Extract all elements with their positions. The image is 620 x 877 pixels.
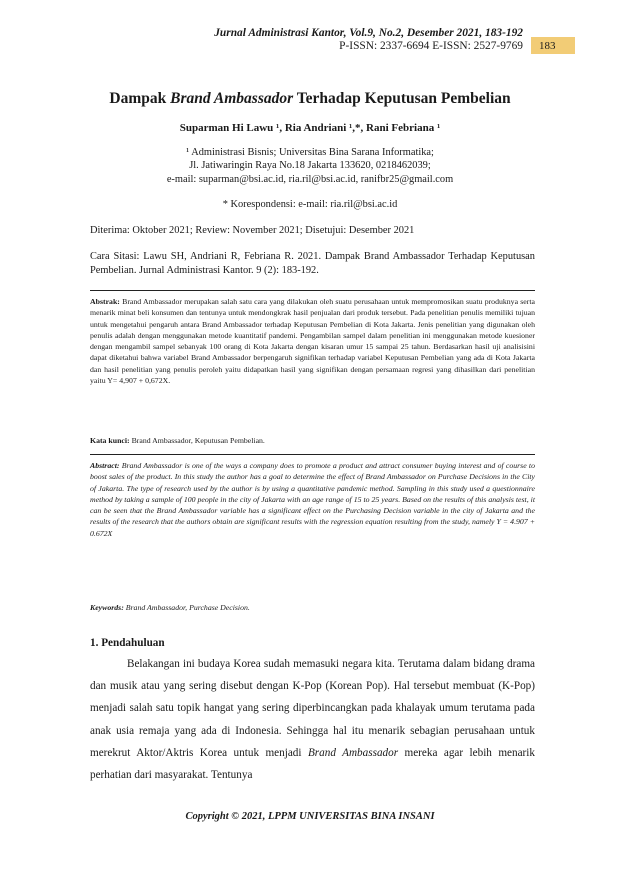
- citation-text: Cara Sitasi: Lawu SH, Andriani R, Febriana R. 2021. Dampak Brand Ambassador Terhadap Keputusan Pembelian. Jurnal Administrasi Kantor. 9 (2): 183-192.: [90, 251, 535, 276]
- paragraph-text: mereka agar lebih menarik perhatian dari masyarakat. Tentunya: [90, 746, 535, 782]
- abstract-en-label: Abstract:: [90, 461, 120, 470]
- abstract-en: [90, 460, 535, 539]
- journal-header: Jurnal Administrasi Kantor, Vol.9, No.2, Desember 2021, 183-192: [214, 27, 523, 39]
- body-paragraph: [90, 653, 535, 786]
- title-part: Terhadap Keputusan Pembelian: [293, 90, 511, 107]
- correspondence-line: * Korespondensi: e-mail: ria.ril@bsi.ac.id: [222, 199, 398, 210]
- title-part: Dampak: [109, 90, 171, 107]
- paragraph-text: Belakangan ini budaya Korea sudah memasuki negara kita. Terutama dalam bidang drama dan musik atau yang sering disebut dengan K-Pop (Korean Pop). Hal tersebut membuat (K-Pop) menjadi salah satu topik hangat yang sering diperbincangkan pada khalayak umum terutama pada anak usia remaja yang ada di Indonesia. Sehingga hal itu menarik sebagian perusahaan untuk merekrut Aktor/Aktris Korea untuk menjadi: [90, 658, 535, 759]
- submission-dates: Diterima: Oktober 2021; Review: November 2021; Disetujui: Desember 2021: [90, 225, 415, 236]
- page-number: 183: [539, 39, 556, 52]
- keywords-id: [90, 435, 535, 446]
- abstract-text: Brand Ambassador merupakan salah satu cara yang dilakukan oleh suatu perusahaan untuk mempromosikan suatu produknya serta menarik minat beli konsumen dan tentunya untuk mendongkrak hasil penjualan dari produk tersebut. Pada penelitian penulis memiliki tujuan untuk mengetahui pengaruh antara Brand Ambassador terhadap Keputusan Pembelian di Kota Jakarta. Jenis penelitian yang digunakan oleh penulis adalah dengan menggunakan metode kuantitatif pandemi. Pengambilan sampel dalam penelitian ini menggunakan metode kuesioner dengan mengambil sampel sebanyak 100 orang di Kota Jakarta dengan kisaran umur 15 sampai 25 tahun. Berdasarkan hasil uji analisisini dapat diketahui bahwa variabel Brand Ambassador berpengaruh signifikan terhadap variabel Keputusan Pembelian yang ada di Kota Jakarta dan hasil penelitian yang penulis peroleh yaitu didapatkan hasil yang signifikan dengan persamaan regresi yang dihasilkan dari penelitian yaitu Y= 4,907 + 0,672X.: [90, 297, 535, 386]
- affiliation-emails: e-mail: suparman@bsi.ac.id, ria.ril@bsi.ac.id, ranifbr25@gmail.com: [166, 174, 454, 185]
- keywords-en-label: Keywords:: [90, 603, 124, 612]
- abstract-en-text: Brand Ambassador is one of the ways a company does to promote a product and attract consumer buying interest and of course to boost sales of the product. In this study the author has a goal to determine the effect of Brand Ambassador on Purchase Decisions in the City of Jakarta. The type of research used by the author is by using a quantitative pandemic method. Sampling in this study used a questionnaire method by taking a sample of 100 people in the city of Jakarta with an age range of 15 to 25 years. Based on the results of this analysis test, it can be seen that the Brand Ambassador variable has a significant effect on the Purchasing Decision variable in the city of Jakarta and the results of the research that the authors obtain are significant results with the regression equation resulting from the study, namely Y = 4.907 + 0.672X: [90, 461, 535, 538]
- abstract-id: [90, 296, 535, 386]
- issn-line: P-ISSN: 2337-6694 E-ISSN: 2527-9769: [339, 40, 523, 52]
- keywords-en: [90, 602, 535, 613]
- affiliation-line: ¹ Administrasi Bisnis; Universitas Bina Sarana Informatika;: [186, 147, 434, 158]
- author-list: Suparman Hi Lawu ¹, Ria Andriani ¹,*, Rani Febriana ¹: [179, 122, 441, 134]
- keywords-text: Brand Ambassador, Keputusan Pembelian.: [129, 436, 265, 445]
- paper-title: [0, 90, 620, 108]
- copyright-footer: Copyright © 2021, LPPM UNIVERSITAS BINA INSANI: [185, 811, 435, 822]
- divider: [90, 290, 535, 291]
- affiliation-address: Jl. Jatiwaringin Raya No.18 Jakarta 133620, 0218462039;: [189, 160, 431, 171]
- paragraph-italic-text: Brand Ambassador: [307, 746, 399, 759]
- abstract-label: Abstrak:: [90, 297, 120, 306]
- page-number-badge: [531, 37, 575, 54]
- keywords-label: Kata kunci:: [90, 436, 130, 445]
- section-heading: 1. Pendahuluan: [90, 637, 165, 649]
- divider: [90, 454, 535, 455]
- keywords-en-text: Brand Ambassador, Purchase Decision.: [123, 603, 250, 612]
- title-italic-part: Brand Ambassador: [170, 90, 294, 107]
